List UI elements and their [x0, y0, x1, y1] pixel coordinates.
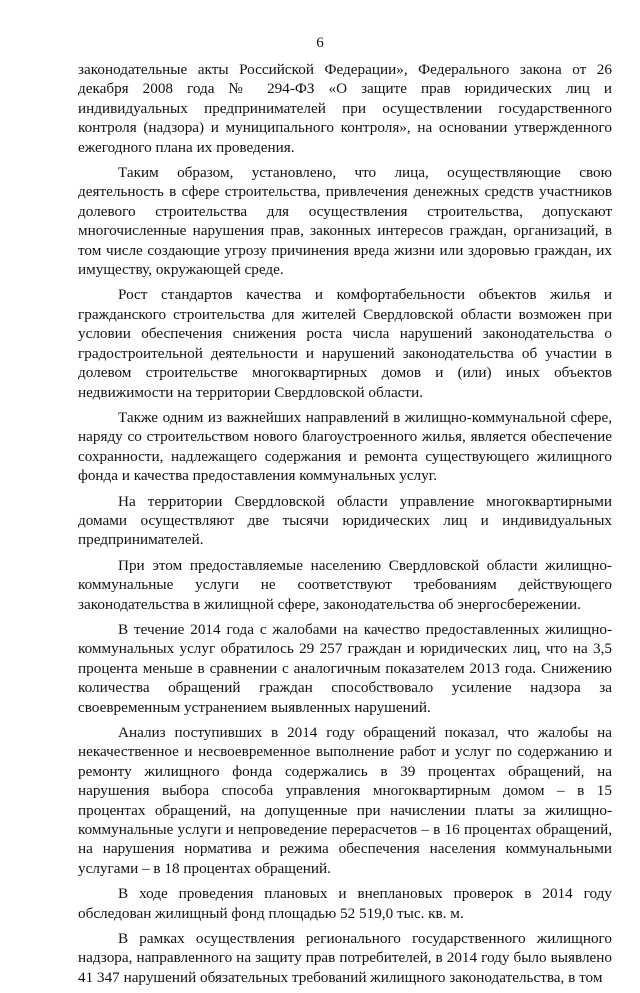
paragraph-8: Анализ поступивших в 2014 году обращений показал, что жалобы на некачественное и несвоевременное выполнение работ и услуг по содержанию и ремонту жилищного фонда содержались в 39 процентах обращений, на нарушения выбора способа управления многоквартирным домом – в 15 процентах обращений, на допущенные при начислении платы за жилищно-коммунальные услуги и непроведение перерасчетов – в 16 процентах обращений, на нарушения норматива и режима обеспечения населения коммунальными услугами – в 18 процентах обращений.: [78, 724, 612, 877]
paragraph-5: На территории Свердловской области управление многоквартирными домами осуществляют две тысячи юридических лиц и индивидуальных предпринимателей.: [78, 492, 612, 549]
paragraph-7: В течение 2014 года с жалобами на качество предоставленных жилищно-коммунальных услуг обратилось 29 257 граждан и юридических лиц, что на 3,5 процента меньше в сравнении с аналогичным показателем 2013 года. Снижению количества обращений граждан способствовало усиление надзора за своевременным устранением выявленных нарушений.: [78, 620, 612, 716]
paragraph-10: В рамках осуществления регионального государственного жилищного надзора, направленного на защиту прав потребителей, в 2014 году было выявлено 41 347 нарушений обязательных требований жилищного законодательства, в том: [78, 930, 612, 986]
paragraph-9: В ходе проведения плановых и внеплановых проверок в 2014 году обследован жилищный фонд площадью 52 519,0 тыс. кв. м.: [78, 885, 612, 922]
paragraph-2: Таким образом, установлено, что лица, осуществляющие свою деятельность в сфере строительства, привлечения денежных средств участников долевого строительства для осуществления строительства, допускают многочисленные нарушения прав, законных интересов граждан, организаций, в том числе создающие угрозу причинения вреда жизни или здоровью граждан, их имуществу, окружающей среде.: [78, 164, 612, 279]
paragraph-3: Рост стандартов качества и комфортабельности объектов жилья и гражданского строительства для жителей Свердловской области возможен при условии обеспечения снижения роста числа нарушений законодательства о градостроительной деятельности и нарушений законодательства об участии в долевом строительстве многоквартирных домов и (или) иных объектов недвижимости на территории Свердловской области.: [78, 286, 612, 401]
paragraph-4: Также одним из важнейших направлений в жилищно-коммунальной сфере, наряду со строительством нового благоустроенного жилья, является обеспечение сохранности, надлежащего содержания и ремонта существующего жилищного фонда и качества предоставления коммунальных услуг.: [78, 408, 612, 485]
page-number: 6: [316, 35, 324, 51]
document-body: [78, 60, 612, 993]
paragraph-1: законодательные акты Российской Федерации», Федерального закона от 26 декабря 2008 года № 294-ФЗ «О защите прав юридических лиц и индивидуальных предпринимателей при осуществлении государственного контроля (надзора) и муниципального контроля», на основании утвержденного ежегодного плана их проведения.: [78, 61, 612, 156]
paragraph-6: При этом предоставляемые населению Свердловской области жилищно-коммунальные услуги не соответствуют требованиям действующего законодательства в жилищной сфере, законодательства об энергосбережении.: [78, 556, 612, 613]
